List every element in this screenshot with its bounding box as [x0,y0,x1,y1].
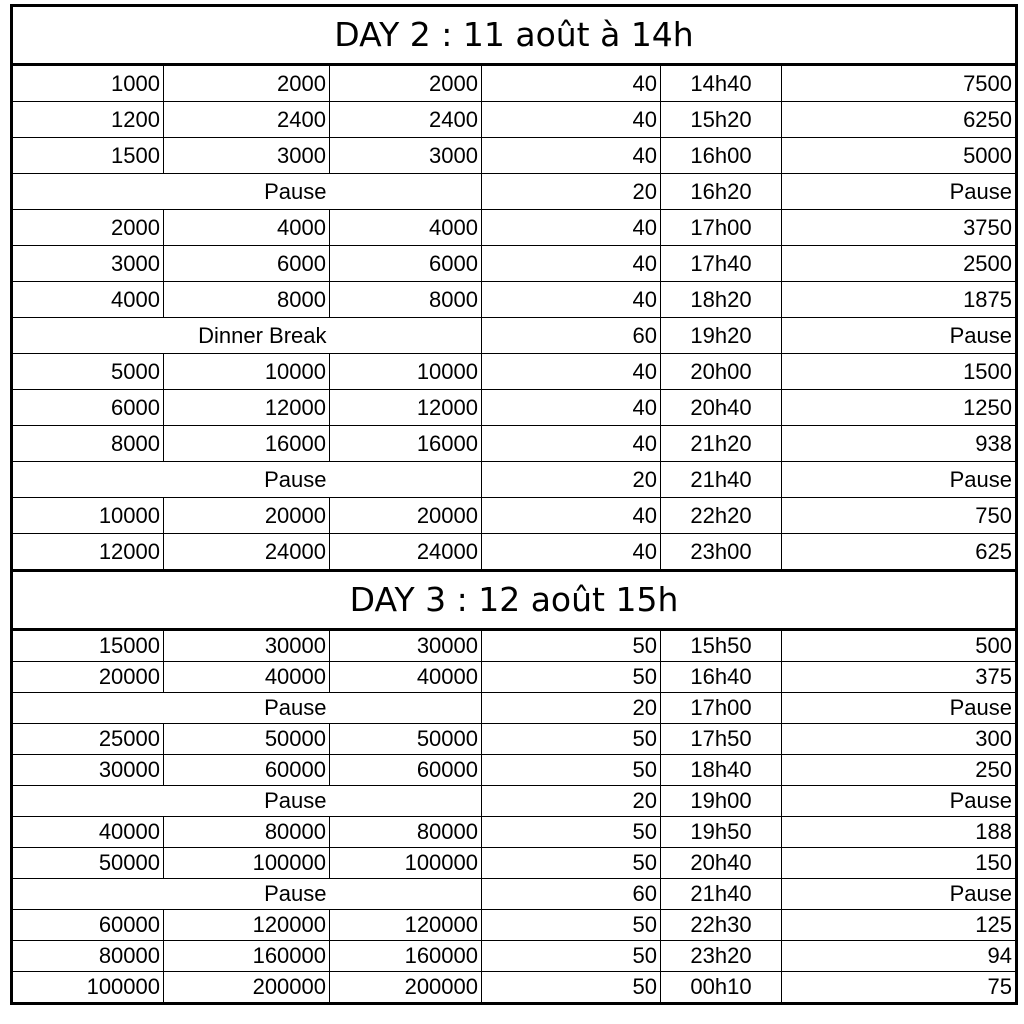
duration-cell: 20 [482,174,661,210]
end-time-cell: 23h20 [661,941,782,972]
ante-cell: 24000 [330,534,482,571]
stack-bb-cell: 625 [782,534,1017,571]
duration-cell: 20 [482,693,661,724]
stack-bb-cell: 6250 [782,102,1017,138]
stack-bb-cell: 7500 [782,65,1017,102]
duration-cell: 50 [482,630,661,662]
level-row [12,662,1017,693]
stack-bb-cell: 1500 [782,354,1017,390]
stack-bb-cell: 125 [782,910,1017,941]
big-blind-cell: 30000 [164,630,330,662]
duration-cell: 50 [482,817,661,848]
stack-bb-cell: 75 [782,972,1017,1004]
empty-cell [330,174,482,210]
end-time-cell: 19h50 [661,817,782,848]
small-blind-cell: 50000 [12,848,164,879]
ante-cell: 200000 [330,972,482,1004]
day3-header-row [12,571,1017,630]
stack-bb-cell: 5000 [782,138,1017,174]
end-time-cell: 21h40 [661,462,782,498]
duration-cell: 40 [482,246,661,282]
end-time-cell: 20h00 [661,354,782,390]
stack-bb-cell: 150 [782,848,1017,879]
small-blind-cell: 2000 [12,210,164,246]
stack-bb-cell: Pause [782,879,1017,910]
level-row [12,65,1017,102]
big-blind-cell: 6000 [164,246,330,282]
big-blind-cell: 160000 [164,941,330,972]
end-time-cell: 14h40 [661,65,782,102]
ante-cell: 40000 [330,662,482,693]
big-blind-cell: 16000 [164,426,330,462]
big-blind-cell: 2000 [164,65,330,102]
day3-title: DAY 3 : 12 août 15h [12,571,1017,630]
break-row [12,786,1017,817]
duration-cell: 50 [482,848,661,879]
end-time-cell: 16h20 [661,174,782,210]
small-blind-cell: 25000 [12,724,164,755]
end-time-cell: 17h00 [661,210,782,246]
level-row [12,426,1017,462]
level-row [12,246,1017,282]
empty-cell [12,174,164,210]
duration-cell: 50 [482,724,661,755]
break-label: Pause [164,693,330,724]
day2-title: DAY 2 : 11 août à 14h [12,6,1017,65]
empty-cell [330,693,482,724]
break-row [12,318,1017,354]
duration-cell: 40 [482,354,661,390]
level-row [12,724,1017,755]
small-blind-cell: 60000 [12,910,164,941]
stack-bb-cell: Pause [782,318,1017,354]
end-time-cell: 00h10 [661,972,782,1004]
day2-header-row [12,6,1017,65]
duration-cell: 60 [482,318,661,354]
ante-cell: 3000 [330,138,482,174]
big-blind-cell: 4000 [164,210,330,246]
small-blind-cell: 20000 [12,662,164,693]
level-row [12,354,1017,390]
empty-cell [330,462,482,498]
end-time-cell: 15h20 [661,102,782,138]
level-row [12,138,1017,174]
stack-bb-cell: 94 [782,941,1017,972]
break-label: Pause [164,786,330,817]
small-blind-cell: 5000 [12,354,164,390]
stack-bb-cell: 3750 [782,210,1017,246]
end-time-cell: 16h00 [661,138,782,174]
stack-bb-cell: 500 [782,630,1017,662]
stack-bb-cell: Pause [782,462,1017,498]
duration-cell: 40 [482,282,661,318]
level-row [12,941,1017,972]
end-time-cell: 22h30 [661,910,782,941]
stack-bb-cell: 750 [782,498,1017,534]
small-blind-cell: 1500 [12,138,164,174]
end-time-cell: 19h00 [661,786,782,817]
duration-cell: 40 [482,102,661,138]
small-blind-cell: 3000 [12,246,164,282]
end-time-cell: 21h40 [661,879,782,910]
stack-bb-cell: 2500 [782,246,1017,282]
level-row [12,102,1017,138]
break-row [12,879,1017,910]
small-blind-cell: 8000 [12,426,164,462]
small-blind-cell: 40000 [12,817,164,848]
ante-cell: 30000 [330,630,482,662]
break-row [12,174,1017,210]
empty-cell [12,462,164,498]
stack-bb-cell: 1250 [782,390,1017,426]
duration-cell: 40 [482,210,661,246]
end-time-cell: 20h40 [661,390,782,426]
stack-bb-cell: 375 [782,662,1017,693]
ante-cell: 10000 [330,354,482,390]
ante-cell: 160000 [330,941,482,972]
small-blind-cell: 12000 [12,534,164,571]
duration-cell: 60 [482,879,661,910]
level-row [12,972,1017,1004]
duration-cell: 40 [482,534,661,571]
big-blind-cell: 2400 [164,102,330,138]
duration-cell: 40 [482,390,661,426]
small-blind-cell: 30000 [12,755,164,786]
small-blind-cell: 4000 [12,282,164,318]
end-time-cell: 20h40 [661,848,782,879]
stack-bb-cell: 250 [782,755,1017,786]
big-blind-cell: 20000 [164,498,330,534]
ante-cell: 2400 [330,102,482,138]
ante-cell: 4000 [330,210,482,246]
small-blind-cell: 15000 [12,630,164,662]
end-time-cell: 17h40 [661,246,782,282]
duration-cell: 50 [482,941,661,972]
ante-cell: 20000 [330,498,482,534]
break-row [12,462,1017,498]
ante-cell: 50000 [330,724,482,755]
ante-cell: 16000 [330,426,482,462]
empty-cell [330,879,482,910]
level-row [12,534,1017,571]
big-blind-cell: 24000 [164,534,330,571]
end-time-cell: 17h50 [661,724,782,755]
duration-cell: 40 [482,65,661,102]
blind-structure-sheet [10,4,1015,1005]
break-label: Dinner Break [164,318,330,354]
ante-cell: 8000 [330,282,482,318]
break-row [12,693,1017,724]
big-blind-cell: 8000 [164,282,330,318]
small-blind-cell: 10000 [12,498,164,534]
level-row [12,390,1017,426]
stack-bb-cell: 1875 [782,282,1017,318]
duration-cell: 50 [482,662,661,693]
empty-cell [12,879,164,910]
empty-cell [330,786,482,817]
level-row [12,282,1017,318]
end-time-cell: 15h50 [661,630,782,662]
level-row [12,210,1017,246]
small-blind-cell: 1200 [12,102,164,138]
end-time-cell: 23h00 [661,534,782,571]
end-time-cell: 17h00 [661,693,782,724]
table-body [12,6,1017,1004]
stack-bb-cell: Pause [782,174,1017,210]
small-blind-cell: 1000 [12,65,164,102]
big-blind-cell: 80000 [164,817,330,848]
small-blind-cell: 6000 [12,390,164,426]
end-time-cell: 22h20 [661,498,782,534]
break-label: Pause [164,174,330,210]
big-blind-cell: 50000 [164,724,330,755]
level-row [12,630,1017,662]
end-time-cell: 18h40 [661,755,782,786]
empty-cell [330,318,482,354]
break-label: Pause [164,462,330,498]
duration-cell: 50 [482,972,661,1004]
small-blind-cell: 80000 [12,941,164,972]
level-row [12,817,1017,848]
stack-bb-cell: Pause [782,693,1017,724]
end-time-cell: 19h20 [661,318,782,354]
level-row [12,910,1017,941]
big-blind-cell: 40000 [164,662,330,693]
ante-cell: 120000 [330,910,482,941]
level-row [12,755,1017,786]
duration-cell: 40 [482,138,661,174]
big-blind-cell: 120000 [164,910,330,941]
stack-bb-cell: 938 [782,426,1017,462]
duration-cell: 40 [482,498,661,534]
duration-cell: 40 [482,426,661,462]
stack-bb-cell: Pause [782,786,1017,817]
empty-cell [12,786,164,817]
big-blind-cell: 10000 [164,354,330,390]
duration-cell: 50 [482,755,661,786]
big-blind-cell: 3000 [164,138,330,174]
ante-cell: 100000 [330,848,482,879]
duration-cell: 20 [482,462,661,498]
empty-cell [12,318,164,354]
small-blind-cell: 100000 [12,972,164,1004]
ante-cell: 80000 [330,817,482,848]
big-blind-cell: 200000 [164,972,330,1004]
duration-cell: 50 [482,910,661,941]
ante-cell: 60000 [330,755,482,786]
ante-cell: 12000 [330,390,482,426]
big-blind-cell: 12000 [164,390,330,426]
end-time-cell: 16h40 [661,662,782,693]
big-blind-cell: 60000 [164,755,330,786]
ante-cell: 2000 [330,65,482,102]
empty-cell [12,693,164,724]
ante-cell: 6000 [330,246,482,282]
duration-cell: 20 [482,786,661,817]
stack-bb-cell: 300 [782,724,1017,755]
level-row [12,848,1017,879]
big-blind-cell: 100000 [164,848,330,879]
level-row [12,498,1017,534]
break-label: Pause [164,879,330,910]
stack-bb-cell: 188 [782,817,1017,848]
blind-structure-table [10,4,1018,1005]
end-time-cell: 18h20 [661,282,782,318]
end-time-cell: 21h20 [661,426,782,462]
